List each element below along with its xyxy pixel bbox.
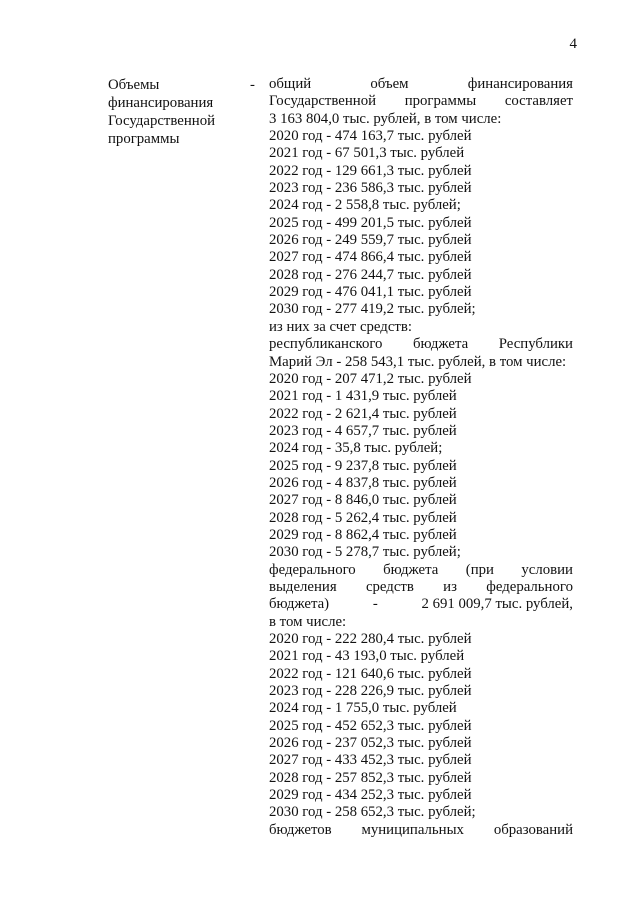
separator-dash: - — [250, 77, 255, 93]
year-line-total: 2025 год - 499 201,5 тыс. рублей — [269, 214, 472, 231]
financing-content-cell — [269, 76, 573, 839]
word: условии — [521, 561, 573, 578]
year-line-republic: 2021 год - 1 431,9 тыс. рублей — [269, 388, 457, 405]
passport-label-cell — [108, 76, 248, 148]
year-line-total: 2030 год - 277 419,2 тыс. рублей; — [269, 301, 476, 318]
total-years-list — [269, 128, 573, 319]
year-line-federal: 2020 год - 222 280,4 тыс. рублей — [269, 631, 472, 647]
word: средств — [365, 578, 414, 595]
year-line-federal: 2028 год - 257 852,3 тыс. рублей — [269, 769, 472, 786]
of-them-line: из них за счет средств: — [269, 318, 412, 335]
year-line-federal: 2021 год - 43 193,0 тыс. рублей — [269, 648, 465, 665]
year-line-republic: 2022 год - 2 621,4 тыс. рублей — [269, 405, 457, 422]
intro-line — [269, 93, 573, 110]
year-line-total: 2029 год - 476 041,1 тыс. рублей — [269, 284, 472, 301]
label-line: финансирования — [108, 95, 214, 111]
year-line-total: 2022 год - 129 661,3 тыс. рублей — [269, 162, 472, 179]
federal-incl-line: в том числе: — [269, 613, 347, 630]
word: выделения — [269, 578, 337, 595]
year-line-republic: 2023 год - 4 657,7 тыс. рублей — [269, 422, 457, 439]
year-line-total: 2023 год - 236 586,3 тыс. рублей — [269, 180, 472, 197]
year-line-federal: 2030 год - 258 652,3 тыс. рублей; — [269, 804, 476, 821]
year-line-federal: 2026 год - 237 052,3 тыс. рублей — [269, 735, 472, 752]
year-line-republic: 2024 год - 35,8 тыс. рублей; — [269, 440, 443, 457]
page-number: 4 — [569, 36, 577, 52]
label-line: Государственной — [108, 113, 216, 129]
year-line-republic: 2025 год - 9 237,8 тыс. рублей — [269, 457, 457, 474]
word: бюджета — [383, 561, 439, 578]
label-line: программы — [108, 131, 180, 147]
year-line-total: 2026 год - 249 559,7 тыс. рублей — [269, 232, 472, 249]
intro-line — [269, 76, 573, 93]
word: бюджетов — [269, 821, 332, 838]
year-line-republic: 2028 год - 5 262,4 тыс. рублей — [269, 509, 457, 526]
year-line-federal: 2025 год - 452 652,3 тыс. рублей — [269, 717, 472, 734]
word: Республики — [498, 336, 573, 353]
year-line-federal: 2024 год - 1 755,0 тыс. рублей — [269, 700, 457, 717]
word: бюджета — [413, 336, 469, 353]
year-line-republic: 2026 год - 4 837,8 тыс. рублей — [269, 474, 457, 491]
year-line-total: 2024 год - 2 558,8 тыс. рублей; — [269, 197, 461, 214]
year-line-republic: 2030 год - 5 278,7 тыс. рублей; — [269, 544, 461, 561]
year-line-republic: 2027 год - 8 846,0 тыс. рублей — [269, 492, 457, 509]
word: финансирования — [467, 76, 573, 92]
word: федерального — [269, 561, 356, 578]
republic-years-list — [269, 371, 573, 562]
year-line-total: 2020 год - 474 163,7 тыс. рублей — [269, 128, 472, 145]
word: 2 691 009,7 тыс. рублей, — [421, 596, 573, 613]
label-line: Объемы — [108, 77, 160, 93]
word: программы — [404, 93, 477, 110]
republic-total-line: Марий Эл - 258 543,1 тыс. рублей, в том числе: — [269, 353, 567, 370]
word: республиканского — [269, 336, 383, 353]
year-line-total: 2021 год - 67 501,3 тыс. рублей — [269, 145, 465, 162]
federal-total-line — [269, 596, 573, 613]
word: муниципальных — [361, 821, 464, 838]
republic-line — [269, 336, 573, 353]
municipal-line — [269, 822, 573, 839]
word: (при — [465, 561, 494, 578]
federal-line — [269, 579, 573, 596]
word: составляет — [504, 93, 573, 110]
word: из — [443, 578, 457, 595]
word: федерального — [486, 578, 573, 595]
federal-years-list — [269, 631, 573, 822]
word: образований — [493, 821, 573, 838]
word: объем — [370, 76, 409, 92]
year-line-federal: 2027 год - 433 452,3 тыс. рублей — [269, 752, 472, 769]
year-line-federal: 2023 год - 228 226,9 тыс. рублей — [269, 683, 472, 700]
word: бюджета) — [269, 596, 330, 613]
year-line-republic: 2029 год - 8 862,4 тыс. рублей — [269, 526, 457, 543]
year-line-federal: 2022 год - 121 640,6 тыс. рублей — [269, 665, 472, 682]
word: - — [372, 596, 378, 613]
intro-total-line: 3 163 804,0 тыс. рублей, в том числе: — [269, 110, 502, 127]
year-line-federal: 2029 год - 434 252,3 тыс. рублей — [269, 787, 472, 804]
word: общий — [269, 76, 312, 92]
word: Государственной — [269, 93, 377, 110]
federal-line — [269, 562, 573, 579]
year-line-republic: 2020 год - 207 471,2 тыс. рублей — [269, 370, 472, 387]
year-line-total: 2028 год - 276 244,7 тыс. рублей — [269, 266, 472, 283]
year-line-total: 2027 год - 474 866,4 тыс. рублей — [269, 249, 472, 266]
